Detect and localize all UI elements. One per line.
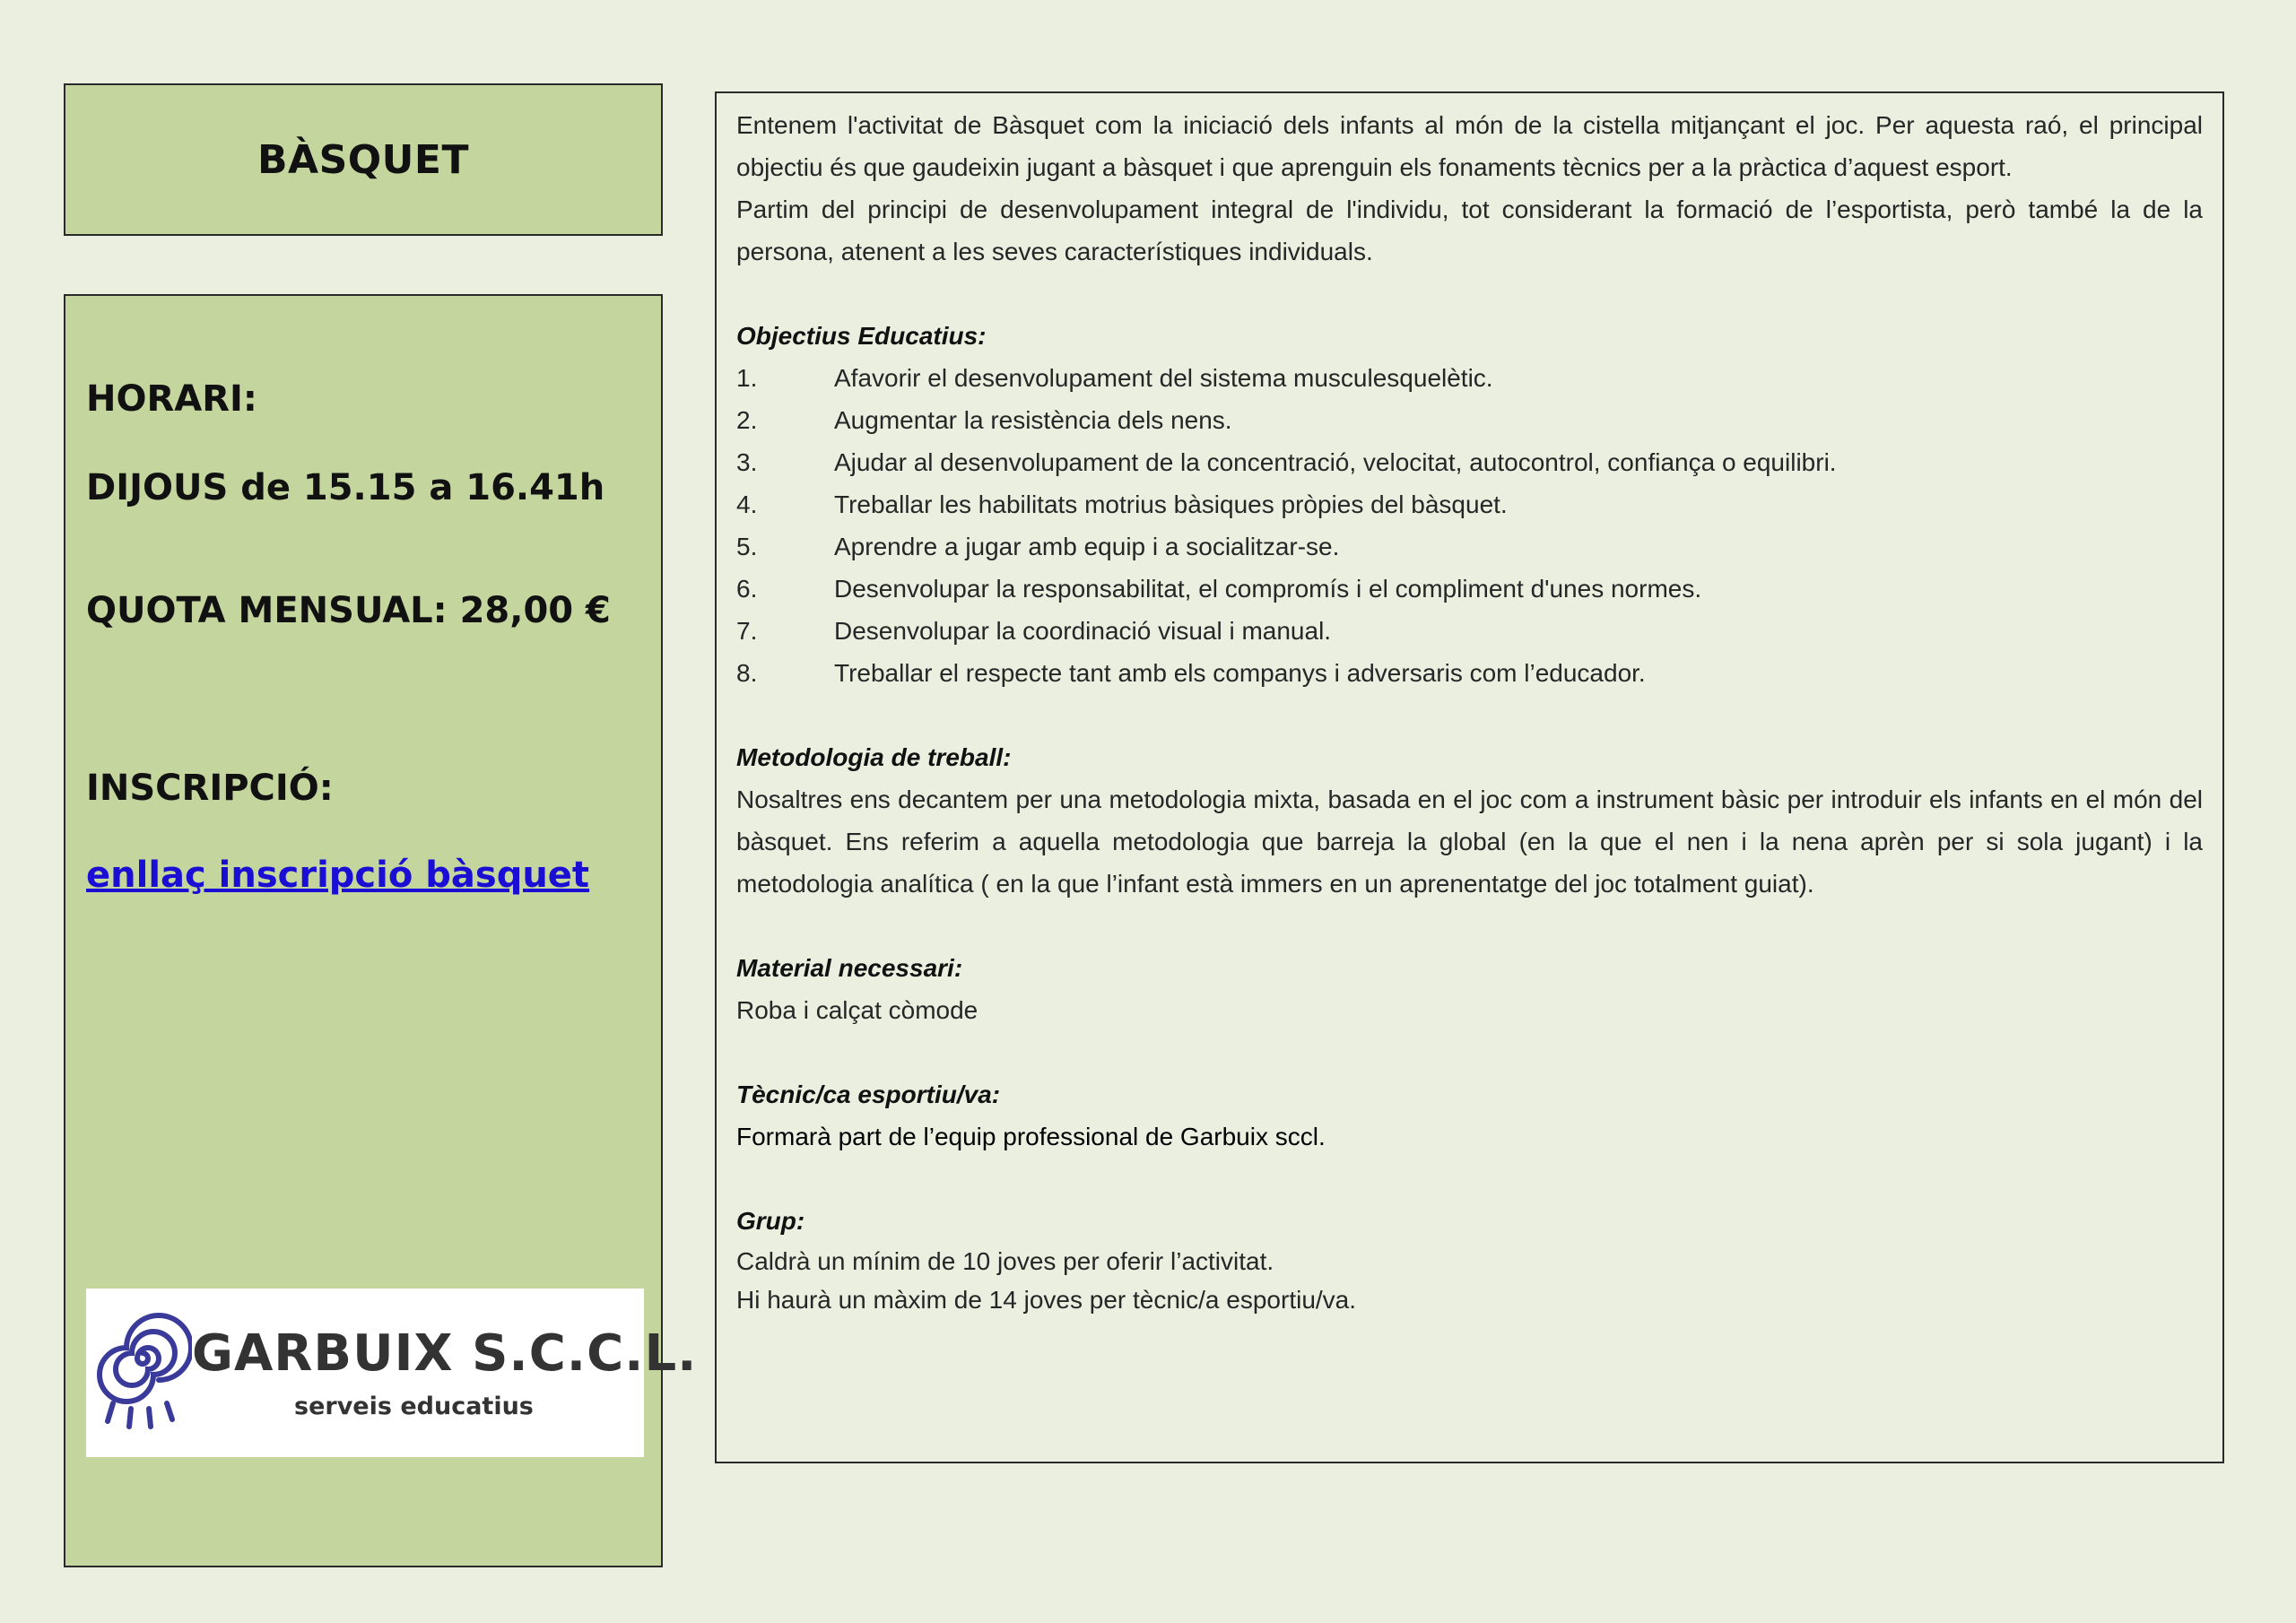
spacer xyxy=(736,694,2203,736)
list-text: Ajudar al desenvolupament de la concentració, velocitat, autocontrol, confiança o equilibri. xyxy=(834,448,1837,476)
material-text: Roba i calçat còmode xyxy=(736,996,978,1024)
group-max-text: Hi haurà un màxim de 14 joves per tècnic/a esportiu/va. xyxy=(736,1286,1357,1314)
list-number: 7. xyxy=(736,617,758,645)
info-panel xyxy=(64,294,698,1567)
list-item xyxy=(736,483,2203,525)
list-item xyxy=(736,441,2203,483)
list-item xyxy=(736,652,2203,694)
spacer xyxy=(736,1158,2203,1200)
intro-paragraph-1: Entenem l'activitat de Bàsquet com la iniciació dels infants al món de la cistella mitjançant el joc. Per aquesta raó, el principal objectiu és que gaudeixin jugant a bàsquet i que aprenguin els fonaments tècnics per a la pràctica d’aquest esport. xyxy=(736,111,2203,181)
methodology-heading: Metodologia de treball: xyxy=(736,743,1012,771)
list-text: Desenvolupar la coordinació visual i manual. xyxy=(834,617,1332,645)
group-heading: Grup: xyxy=(736,1207,805,1235)
registration-label: INSCRIPCIÓ: xyxy=(86,768,334,809)
title-box xyxy=(64,83,663,236)
spacer xyxy=(736,1031,2203,1073)
spacer xyxy=(736,273,2203,315)
spacer xyxy=(736,905,2203,947)
methodology-text: Nosaltres ens decantem per una metodologia mixta, basada en el joc com a instrument bàsic per introduir els infants en el món del bàsquet. Ens referim a aquella metodologia que barreja la global (en la que el nen i la nena aprèn per si sola jugant) i la metodologia analítica ( en la que l’infant està immers en un aprenentatge del joc totalment guiat). xyxy=(736,785,2203,898)
group-min-text: Caldrà un mínim de 10 joves per oferir l’activitat. xyxy=(736,1247,1274,1275)
technician-heading: Tècnic/ca esportiu/va: xyxy=(736,1081,1001,1108)
objectives-heading: Objectius Educatius: xyxy=(736,322,987,350)
list-text: Desenvolupar la responsabilitat, el compromís i el compliment d'unes normes. xyxy=(834,575,1702,603)
material-heading: Material necessari: xyxy=(736,954,963,982)
logo-subtitle: serveis educatius xyxy=(294,1393,534,1420)
list-text: Aprendre a jugar amb equip i a socialitzar-se. xyxy=(834,533,1340,560)
description-panel xyxy=(715,91,2224,1463)
list-number: 1. xyxy=(736,364,758,392)
monthly-fee: QUOTA MENSUAL: 28,00 € xyxy=(86,590,611,631)
technician-text: Formarà part de l’equip professional de Garbuix sccl. xyxy=(736,1123,1326,1150)
list-number: 2. xyxy=(736,406,758,434)
list-number: 5. xyxy=(736,533,758,560)
list-item xyxy=(736,568,2203,610)
spiral-sun-icon xyxy=(93,1306,192,1432)
list-number: 6. xyxy=(736,575,758,603)
list-text: Treballar el respecte tant amb els companys i adversaris com l’educador. xyxy=(834,659,1646,687)
schedule-label: HORARI: xyxy=(86,378,257,420)
list-item xyxy=(736,399,2203,441)
list-text: Augmentar la resistència dels nens. xyxy=(834,406,1232,434)
list-item xyxy=(736,610,2203,652)
registration-link[interactable]: enllaç inscripció bàsquet xyxy=(86,855,590,896)
garbuix-logo xyxy=(86,1289,698,1457)
list-number: 3. xyxy=(736,448,758,476)
list-number: 4. xyxy=(736,490,758,518)
list-text: Treballar les habilitats motrius bàsiques pròpies del bàsquet. xyxy=(834,490,1508,518)
list-text: Afavorir el desenvolupament del sistema musculesquelètic. xyxy=(834,364,1493,392)
list-item xyxy=(736,525,2203,568)
logo-name: GARBUIX S.C.C.L. xyxy=(192,1324,698,1383)
page-title: BÀSQUET xyxy=(257,136,469,183)
intro-paragraph-2: Partim del principi de desenvolupament integral de l'individu, tot considerant la formació de l’esportista, però també la de la persona, atenent a les seves característiques individuals. xyxy=(736,195,2203,265)
list-item xyxy=(736,357,2203,399)
list-number: 8. xyxy=(736,659,758,687)
schedule-value: DIJOUS de 15.15 a 16.41h xyxy=(86,467,605,508)
